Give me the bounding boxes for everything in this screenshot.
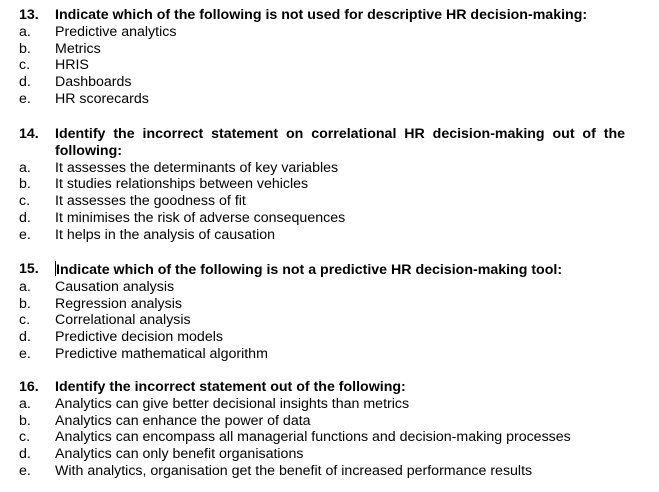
question-13 [0, 7, 640, 108]
option-letter: c. [19, 429, 31, 446]
question-number: 14. [19, 126, 39, 142]
question-15 [0, 261, 640, 363]
option-text[interactable]: Predictive decision models [55, 329, 223, 346]
option-row [0, 413, 640, 430]
option-text[interactable]: It minimises the risk of adverse consequences [55, 209, 346, 226]
option-text[interactable]: Correlational analysis [55, 312, 191, 329]
option-row [0, 396, 640, 413]
option-letter: d. [19, 446, 31, 463]
option-text[interactable]: It studies relationships between vehicles [55, 176, 309, 193]
option-text[interactable]: Analytics can only benefit organisations [55, 446, 304, 463]
question-header [0, 261, 640, 279]
option-text[interactable]: Analytics can enhance the power of data [55, 412, 311, 429]
question-text: Indicate which of the following is not a predictive HR decision-making tool: [56, 262, 563, 278]
option-row [0, 91, 640, 108]
option-letter: e. [19, 345, 31, 362]
option-letter: b. [19, 412, 31, 429]
option-text[interactable]: Predictive analytics [55, 23, 177, 40]
option-letter: a. [19, 278, 31, 295]
option-letter: a. [19, 23, 31, 40]
option-row [0, 193, 640, 210]
option-letter: b. [19, 176, 31, 193]
option-letter: b. [19, 40, 31, 57]
option-letter: c. [19, 312, 31, 329]
option-text[interactable]: Predictive mathematical algorithm [55, 345, 268, 362]
option-row [0, 227, 640, 244]
option-row [0, 463, 640, 480]
question-header [0, 126, 640, 160]
question-text[interactable]: Indicate which of the following is not used for descriptive HR decision-making: [55, 7, 588, 23]
question-number: 16. [19, 379, 39, 395]
option-row [0, 329, 640, 346]
question-header [0, 7, 640, 24]
option-row [0, 346, 640, 363]
option-row [0, 57, 640, 74]
question-text-wrapper[interactable] [55, 261, 625, 279]
option-letter: c. [19, 193, 31, 210]
option-row [0, 41, 640, 58]
option-row [0, 160, 640, 177]
option-row [0, 429, 640, 446]
option-row [0, 176, 640, 193]
question-16 [0, 379, 640, 480]
option-letter: b. [19, 295, 31, 312]
option-letter: e. [19, 90, 31, 107]
option-row [0, 446, 640, 463]
option-row [0, 74, 640, 91]
option-letter: d. [19, 74, 31, 91]
option-text[interactable]: Metrics [55, 40, 101, 57]
option-row [0, 296, 640, 313]
option-text[interactable]: Dashboards [55, 74, 132, 91]
question-number: 15. [19, 261, 39, 277]
option-text[interactable]: It helps in the analysis of causation [55, 226, 276, 243]
option-row [0, 24, 640, 41]
option-text[interactable]: Analytics can give better decisional insights than metrics [55, 395, 410, 412]
option-text[interactable]: It assesses the goodness of fit [55, 193, 246, 210]
option-text[interactable]: Analytics can encompass all managerial functions and decision-making processes [55, 429, 571, 446]
question-14 [0, 126, 640, 244]
option-text[interactable]: Causation analysis [55, 278, 175, 295]
option-letter: a. [19, 395, 31, 412]
option-row [0, 279, 640, 296]
option-letter: e. [19, 462, 31, 479]
option-letter: e. [19, 226, 31, 243]
option-text[interactable]: HRIS [55, 57, 89, 74]
question-number: 13. [19, 7, 39, 23]
option-letter: c. [19, 57, 31, 74]
question-text[interactable]: Identify the incorrect statement out of the following: [55, 379, 406, 395]
option-letter: d. [19, 329, 31, 346]
option-text[interactable]: Regression analysis [55, 295, 182, 312]
option-row [0, 312, 640, 329]
option-text[interactable]: With analytics, organisation get the benefit of increased performance results [55, 462, 533, 479]
option-row [0, 210, 640, 227]
option-letter: a. [19, 159, 31, 176]
option-letter: d. [19, 209, 31, 226]
option-text[interactable]: It assesses the determinants of key variables [55, 159, 339, 176]
option-text[interactable]: HR scorecards [55, 90, 149, 107]
question-header [0, 379, 640, 396]
question-text[interactable]: Identify the incorrect statement on correlational HR decision-making out of the following: [55, 126, 625, 159]
